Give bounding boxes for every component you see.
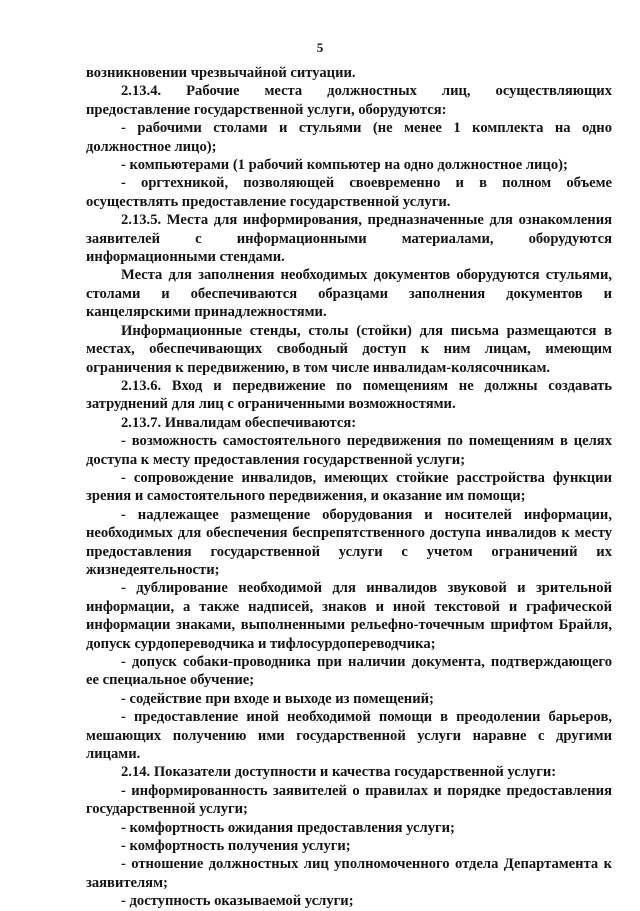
list-item: - содействие при входе и выходе из помещений;	[121, 690, 434, 707]
paragraph-continuation: возникновении чрезвычайной ситуации.	[86, 65, 356, 81]
list-item: - комфортность ожидания предоставления услуги;	[121, 819, 455, 836]
list-item: - комфортность получения услуги;	[121, 838, 351, 855]
list-item: - доступность оказываемой услуги;	[121, 893, 354, 910]
paragraph-2-13-6: 2.13.6. Вход и передвижение по помещениям не должны создавать затруднений для лиц с ограниченными возможностями.	[86, 377, 612, 413]
list-item: - компьютерами (1 рабочий компьютер на одно должностное лицо);	[121, 157, 568, 174]
list-item: - рабочими столами и стульями (не менее 1 комплекта на одно должностное лицо);	[86, 120, 612, 155]
list-item: - предоставление иной необходимой помощи в преодолении барьеров, мешающих получению ими государственной услуги наравне с другими лицами.	[86, 709, 612, 763]
paragraph: Информационные стенды, столы (стойки) для письма размещаются в местах, обеспечивающих свободный доступ к ним лицам, имеющим ограничения к передвижению, в том числе инвалидам-колясочникам.	[86, 322, 612, 376]
paragraph-2-13-7: 2.13.7. Инвалидам обеспечиваются:	[121, 414, 357, 431]
document-body	[86, 64, 612, 911]
paragraph: Места для заполнения необходимых документов оборудуются стульями, столами и обеспечиваются образцами заполнения документов и канцелярскими принадлежностями.	[86, 267, 612, 321]
list-item: - возможность самостоятельного передвижения по помещениям в целях доступа к месту предоставления государственной услуги;	[86, 433, 612, 468]
list-item: - отношение должностных лиц уполномоченного отдела Департамента к заявителям;	[86, 856, 612, 891]
paragraph-2-13-4: 2.13.4. Рабочие места должностных лиц, осуществляющих предоставление государственной услуги, оборудуются:	[86, 83, 612, 118]
list-item: - информированность заявителей о правилах и порядке предоставления государственной услуги;	[86, 782, 612, 818]
list-item: - допуск собаки-проводника при наличии документа, подтверждающего ее специальное обучение;	[86, 654, 612, 689]
paragraph-2-14: 2.14. Показатели доступности и качества государственной услуги:	[121, 764, 557, 781]
list-item: - сопровождение инвалидов, имеющих стойкие расстройства функции зрения и самостоятельного передвижения, и оказание им помощи;	[86, 469, 612, 505]
list-item: - надлежащее размещение оборудования и носителей информации, необходимых для обеспечения беспрепятственного доступа инвалидов к месту предоставления государственной услуги с учетом ограничений их жизнедеятельности;	[86, 506, 612, 578]
list-item: - оргтехникой, позволяющей своевременно и в полном объеме осуществлять предоставление государственной услуги.	[86, 175, 612, 210]
list-item: - дублирование необходимой для инвалидов звуковой и зрительной информации, а также надписей, знаков и иной текстовой и графической информации знаками, выполненными рельефно-точечным шрифтом Брайля, допуск сурдопереводчика и тифлосурдопереводчика;	[86, 580, 612, 652]
page-number: 5	[316, 40, 324, 55]
paragraph-2-13-5: 2.13.5. Места для информирования, предназначенные для ознакомления заявителей с информационными материалами, оборудуются информационными стендами.	[86, 212, 612, 266]
